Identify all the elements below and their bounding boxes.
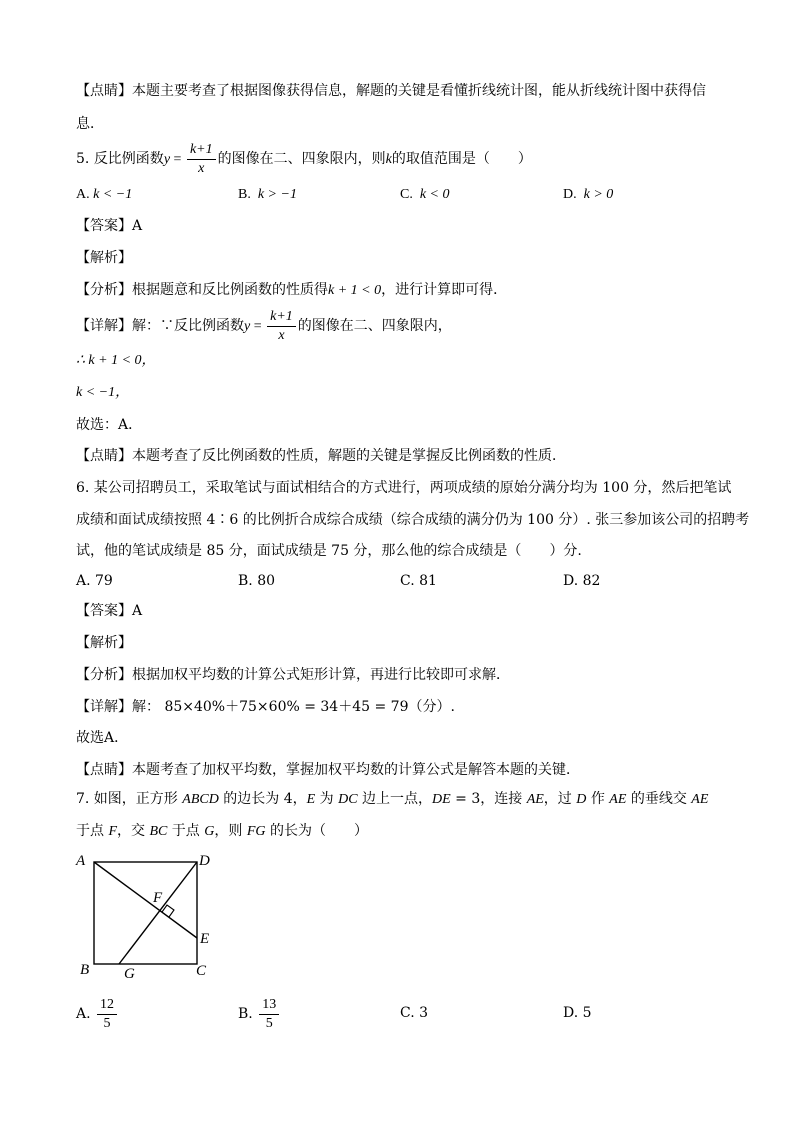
q5-frac-num: k+1 <box>187 141 216 160</box>
q5-post-b: 的取值范围是（ <box>391 151 490 167</box>
q5-question <box>76 139 532 180</box>
q6-option-a: A. 79 <box>76 573 113 589</box>
q5-eq: = <box>170 152 185 167</box>
q6-line-3: 试，他的笔试成绩是 85 分，面试成绩是 75 分，那么他的综合成绩是（ ）分. <box>76 543 582 559</box>
q5-analysis-tag: 【解析】 <box>76 250 132 266</box>
right-angle-mark <box>162 905 174 917</box>
q6-analysis-tag: 【解析】 <box>76 635 132 651</box>
q5-post-a: 的图像在二、四象限内，则 <box>217 151 386 167</box>
q5-step-2: k < −1， <box>76 385 130 400</box>
q6-conclude: 故选A． <box>76 730 129 746</box>
q5-option-a: A. k < −1 <box>76 187 133 202</box>
q7-option-d: D. 5 <box>563 1005 592 1021</box>
q7-line-2: 于点 F，交 BC 于点 G，则 FG 的长为（ ） <box>76 823 368 839</box>
segment-dg <box>119 862 197 964</box>
q5-step-1: ∴ k + 1 < 0， <box>76 353 156 368</box>
label-c: C <box>196 963 207 979</box>
q5-close: ） <box>517 151 532 167</box>
square-abcd <box>94 862 197 964</box>
q5-y: y <box>163 152 171 167</box>
segment-ae <box>94 862 197 938</box>
label-f: F <box>153 890 163 906</box>
label-a: A <box>76 853 86 869</box>
q6-option-b: B. 80 <box>238 573 276 589</box>
intro-text-2: 息． <box>76 116 104 132</box>
q5-option-d: D. k > 0 <box>563 187 614 202</box>
q6-line-1: 6. 某公司招聘员工，采取笔试与面试相结合的方式进行，两项成绩的原始分满分均为 100 分，然后把笔试 <box>76 480 732 496</box>
q5-answer: 【答案】A <box>76 218 143 234</box>
label-e: E <box>200 931 210 947</box>
q6-dianjing: 【点睛】本题考查了加权平均数，掌握加权平均数的计算公式是解答本题的关键． <box>76 762 580 778</box>
label-d: D <box>199 853 210 869</box>
q5-xiangjie: 【详解】解：∵反比例函数y = $\frac{k+1}{x}$ 的图像在二、四象限内， <box>76 308 452 343</box>
intro-line-1 <box>76 81 706 101</box>
q5-pre: 反比例函数 <box>93 151 164 167</box>
q6-answer: 【答案】A <box>76 603 143 619</box>
q6-option-c: C. 81 <box>400 573 437 589</box>
q5-k: k <box>385 152 392 167</box>
q5-fenxi: 【分析】根据题意和反比例函数的性质得k + 1 < 0，进行计算即可得． <box>76 282 508 298</box>
q5-frac-den: x <box>198 160 205 176</box>
q6-fenxi: 【分析】根据加权平均数的计算公式矩形计算，再进行比较即可求解． <box>76 667 510 683</box>
q6-xiangjie: 【详解】解： 85×40%＋75×60% = 34＋45 = 79（分）. <box>76 699 455 715</box>
q6-line-2: 成绩和面试成绩按照 4∶6 的比例折合成综合成绩（综合成绩的满分仍为 100 分）. 张三参加该公司的招聘考 <box>76 512 750 528</box>
q7-option-b: B. $\frac{13}{5}$ <box>238 994 281 1034</box>
intro-line-2 <box>76 114 104 134</box>
q5-detail-fraction: $\frac{k+1}{x}$ <box>267 308 296 345</box>
q7-option-a: A. $\frac{12}{5}$ <box>76 994 119 1034</box>
q5-number: 5. <box>76 151 90 167</box>
intro-tag: 【点睛】 <box>76 83 132 99</box>
q5-option-b: B. k > −1 <box>238 187 297 202</box>
q7-line-1: 7. 如图，正方形 ABCD 的边长为 4，E 为 DC 边上一点，DE = 3，连接 AE，过 D 作 AE 的垂线交 AE <box>76 791 709 807</box>
q5-step-3: 故选：A． <box>76 417 143 433</box>
q5-option-c: C. k < 0 <box>400 187 450 202</box>
q7-figure <box>70 848 230 983</box>
intro-text-1: 本题主要考查了根据图像获得信息，解题的关键是看懂折线统计图，能从折线统计图中获得信 <box>132 83 706 99</box>
label-b: B <box>80 962 90 978</box>
q5-dianjing: 【点睛】本题考查了反比例函数的性质，解题的关键是掌握反比例函数的性质． <box>76 448 566 464</box>
label-g: G <box>124 966 135 982</box>
q5-fraction <box>187 141 216 178</box>
q6-option-d: D. 82 <box>563 573 601 589</box>
q7-option-c: C. 3 <box>400 1005 429 1021</box>
